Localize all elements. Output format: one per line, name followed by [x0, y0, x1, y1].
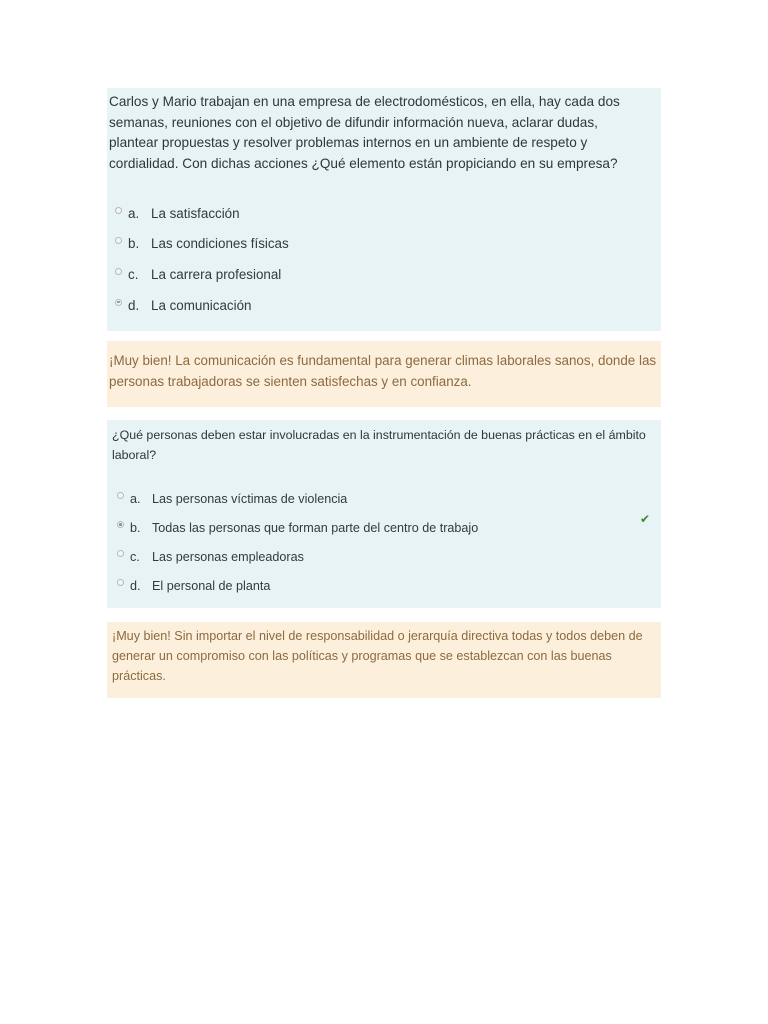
question-1-text-line: cordialidad. Con dichas acciones ¿Qué elemento están propiciando en su empresa?	[109, 156, 618, 172]
option-label: Las personas empleadoras	[152, 549, 304, 564]
option-letter: c.	[130, 549, 140, 564]
radio-button-selected[interactable]	[115, 299, 122, 306]
radio-button-selected[interactable]	[117, 521, 124, 528]
question-1-feedback	[107, 341, 661, 407]
question-1-options	[115, 198, 289, 320]
radio-button[interactable]	[115, 237, 122, 244]
option-label: La satisfacción	[151, 205, 240, 221]
option-label: El personal de planta	[152, 578, 271, 593]
question-1-text-line: plantear propuestas y resolver problemas internos en un ambiente de respeto y	[109, 135, 588, 151]
option-letter: a.	[130, 491, 141, 506]
question-1-text-line: Carlos y Mario trabajan en una empresa de electrodomésticos, en ella, hay cada dos	[109, 94, 620, 109]
option-letter: b.	[130, 520, 141, 535]
option-label: La carrera profesional	[151, 266, 282, 282]
question-1-option-a[interactable]	[115, 198, 289, 229]
option-label: La comunicación	[151, 297, 252, 313]
question-1-card	[107, 88, 661, 331]
feedback-text: ¡Muy bien! La comunicación es fundamental para generar climas laborales sanos, donde las personas trabajadoras se sienten satisfechas y en confianza.	[109, 353, 657, 389]
question-2-card	[107, 420, 661, 608]
radio-button[interactable]	[117, 550, 124, 557]
question-2-option-a[interactable]	[117, 484, 478, 513]
option-letter: c.	[128, 266, 139, 282]
option-letter: d.	[130, 578, 141, 593]
question-1-option-b[interactable]	[115, 229, 289, 260]
question-1-option-c[interactable]	[115, 259, 289, 290]
option-label: Las condiciones físicas	[151, 236, 289, 252]
question-1-option-d[interactable]	[115, 290, 289, 321]
option-letter: b.	[128, 236, 140, 252]
radio-button[interactable]	[115, 207, 122, 214]
option-label: Todas las personas que forman parte del centro de trabajo	[152, 520, 479, 535]
question-1-text	[109, 92, 661, 175]
checkmark-icon: ✔	[640, 512, 651, 526]
option-letter: a.	[128, 205, 140, 221]
question-2-text: ¿Qué personas deben estar involucradas en la instrumentación de buenas prácticas en el ámbito laboral?	[112, 428, 646, 462]
question-2-options	[117, 484, 478, 600]
radio-button[interactable]	[117, 492, 124, 499]
option-letter: d.	[128, 297, 140, 313]
question-2-feedback	[107, 622, 661, 698]
question-1-text-line: semanas, reuniones con el objetivo de difundir información nueva, aclarar dudas,	[109, 114, 598, 130]
question-2-option-c[interactable]	[117, 542, 478, 571]
radio-button[interactable]	[117, 579, 124, 586]
question-2-option-d[interactable]	[117, 571, 478, 600]
radio-button[interactable]	[115, 268, 122, 275]
feedback-text: ¡Muy bien! Sin importar el nivel de responsabilidad o jerarquía directiva todas y todos deben de generar un compromiso con las políticas y programas que se establezcan con las buenas prácticas.	[112, 629, 643, 683]
question-2-option-b[interactable]	[117, 513, 478, 542]
option-label: Las personas víctimas de violencia	[152, 491, 348, 506]
